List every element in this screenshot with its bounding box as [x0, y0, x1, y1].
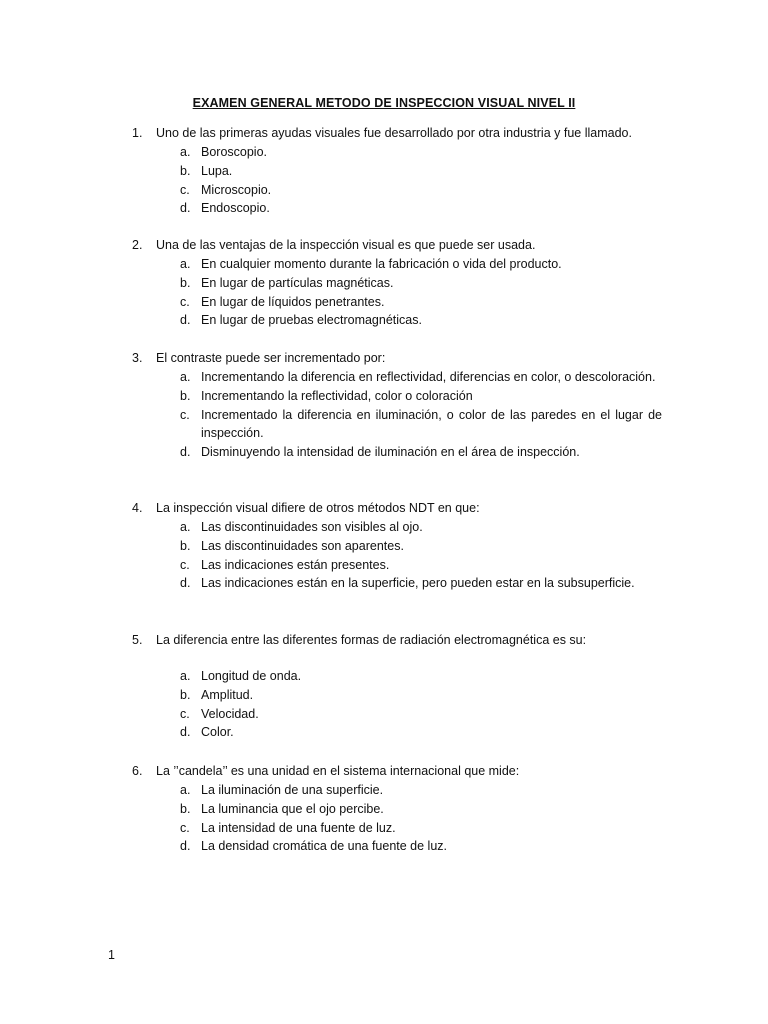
option-b	[132, 800, 662, 819]
spacer	[132, 650, 662, 667]
question-text: La ’’candela’’ es una unidad en el sistema internacional que mide:	[156, 764, 520, 778]
option-b	[132, 537, 662, 556]
option-text: Velocidad.	[201, 706, 259, 721]
page-number: 1	[108, 948, 115, 962]
option-text: En lugar de líquidos penetrantes.	[201, 294, 385, 309]
option-text: Incrementando la reflectividad, color o coloración	[201, 388, 473, 403]
option-text: La intensidad de una fuente de luz.	[201, 820, 396, 835]
option-text: Incrementando la diferencia en reflectividad, diferencias en color, o descoloración.	[201, 370, 656, 384]
option-c	[132, 406, 662, 444]
option-a	[132, 781, 662, 800]
option-text: Lupa.	[201, 163, 233, 178]
option-c	[132, 181, 662, 200]
option-letter: d.	[180, 839, 191, 854]
question-number: 2.	[132, 238, 143, 252]
option-letter: a.	[180, 783, 191, 797]
option-letter: b.	[180, 687, 191, 702]
option-letter: a.	[180, 520, 191, 534]
option-c	[132, 293, 662, 312]
option-text: Las indicaciones están en la superficie, pero pueden estar en la subsuperficie.	[201, 576, 635, 591]
question-3	[132, 349, 662, 462]
option-text: Las indicaciones están presentes.	[201, 557, 390, 572]
question-text: Una de las ventajas de la inspección visual es que puede ser usada.	[156, 238, 536, 252]
option-letter: c.	[180, 557, 190, 572]
option-c	[132, 819, 662, 838]
option-letter: c.	[180, 820, 190, 835]
question-number: 4.	[132, 501, 143, 515]
question-number: 6.	[132, 764, 143, 778]
option-letter: a.	[180, 257, 191, 271]
option-d	[132, 723, 662, 742]
option-list	[132, 368, 662, 462]
option-text: La luminancia que el ojo percibe.	[201, 801, 384, 816]
option-b	[132, 162, 662, 181]
option-list	[132, 781, 662, 856]
option-list	[132, 518, 662, 593]
option-a	[132, 667, 662, 686]
option-b	[132, 274, 662, 293]
option-letter: b.	[180, 538, 191, 553]
option-list	[132, 255, 662, 330]
question-5	[132, 631, 662, 742]
option-letter: c.	[180, 706, 190, 721]
option-letter: c.	[180, 182, 190, 197]
option-letter: b.	[180, 388, 191, 403]
option-text: Boroscopio.	[201, 145, 268, 159]
question-stem	[132, 631, 662, 650]
question-text: El contraste puede ser incrementado por:	[156, 351, 386, 365]
option-c	[132, 556, 662, 575]
option-c	[132, 705, 662, 724]
option-list	[132, 143, 662, 218]
question-number: 5.	[132, 633, 143, 647]
question-4	[132, 499, 662, 593]
option-text: La densidad cromática de una fuente de luz.	[201, 839, 448, 854]
option-a	[132, 518, 662, 537]
option-d	[132, 443, 662, 462]
option-text: Microscopio.	[201, 182, 272, 197]
question-text: Uno de las primeras ayudas visuales fue desarrollado por otra industria y fue llamado.	[156, 126, 632, 140]
option-text: En lugar de partículas magnéticas.	[201, 275, 394, 290]
option-d	[132, 574, 662, 593]
option-letter: d.	[180, 313, 191, 328]
option-letter: a.	[180, 145, 191, 159]
option-text: Endoscopio.	[201, 201, 270, 216]
question-text: La inspección visual difiere de otros métodos NDT en que:	[156, 501, 480, 515]
option-letter: b.	[180, 275, 191, 290]
option-list	[132, 667, 662, 742]
question-stem	[132, 762, 662, 781]
option-text: La iluminación de una superficie.	[201, 783, 384, 797]
option-letter: d.	[180, 445, 191, 460]
option-letter: d.	[180, 201, 191, 216]
option-a	[132, 368, 662, 387]
question-number: 1.	[132, 126, 143, 140]
option-a	[132, 143, 662, 162]
option-text: En lugar de pruebas electromagnéticas.	[201, 313, 422, 328]
option-d	[132, 837, 662, 856]
option-letter: c.	[180, 407, 190, 422]
question-stem	[132, 349, 662, 368]
option-text: Longitud de onda.	[201, 669, 302, 683]
option-text: Las discontinuidades son aparentes.	[201, 538, 404, 553]
question-1	[132, 124, 662, 218]
option-d	[132, 311, 662, 330]
question-text: La diferencia entre las diferentes formas de radiación electromagnética es su:	[156, 633, 587, 647]
option-text: En cualquier momento durante la fabricación o vida del producto.	[201, 257, 562, 271]
option-text: Las discontinuidades son visibles al ojo.	[201, 520, 423, 534]
question-stem	[132, 236, 662, 255]
page-title: EXAMEN GENERAL METODO DE INSPECCION VISUAL NIVEL II	[192, 96, 576, 110]
option-letter: d.	[180, 725, 191, 740]
question-number: 3.	[132, 351, 143, 365]
option-text: Incrementado la diferencia en iluminación, o color de las paredes en el lugar de inspección.	[201, 407, 662, 441]
option-letter: c.	[180, 294, 190, 309]
option-letter: d.	[180, 576, 191, 591]
question-6	[132, 762, 662, 856]
option-d	[132, 199, 662, 218]
option-b	[132, 686, 662, 705]
option-text: Amplitud.	[201, 687, 254, 702]
option-letter: a.	[180, 669, 191, 683]
option-b	[132, 387, 662, 406]
option-letter: a.	[180, 370, 191, 384]
option-letter: b.	[180, 801, 191, 816]
option-a	[132, 255, 662, 274]
question-stem	[132, 499, 662, 518]
question-stem	[132, 124, 662, 143]
option-text: Disminuyendo la intensidad de iluminación en el área de inspección.	[201, 445, 580, 460]
option-letter: b.	[180, 163, 191, 178]
option-text: Color.	[201, 725, 234, 740]
question-2	[132, 236, 662, 330]
